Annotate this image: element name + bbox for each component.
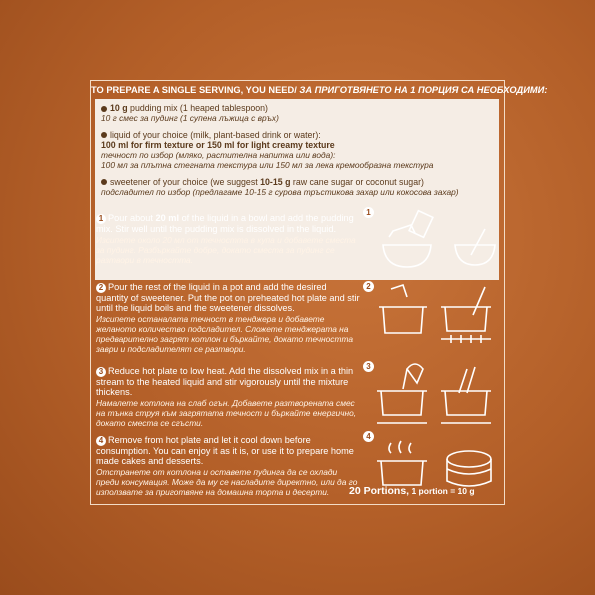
ingredient-pudding-mix: [101, 103, 493, 124]
step-1: [96, 213, 361, 265]
step-text: Remove from hot plate and let it cool down before consumption. You can enjoy it as it is, or use it to prepare home made cakes and desserts.: [96, 435, 354, 466]
bullet-icon: [101, 179, 107, 185]
bullet-icon: [101, 106, 107, 112]
step-text-bg: Отстранете от котлона и оставете пудинга да се охлади преди консумация. Може да му се насладите директно, или да го използвате за приготвяне на домашна торта и десерти.: [96, 467, 358, 498]
portions-info: [349, 485, 475, 497]
step-number: 2: [96, 283, 106, 293]
portion-size: 1 portion = 10 g: [409, 486, 475, 496]
ingredient-amount: 10-15 g: [260, 176, 291, 187]
bullet-icon: [101, 132, 107, 138]
step-text-bg: Намалете котлона на слаб огън. Добавете разтворената смес на тънка струя към загрятата течност и бъркайте енергично, докато сместа се сгъсти.: [96, 398, 357, 429]
step-text: of the liquid in a bowl and add the pudding mix. Stir well until the pudding mix is dissolved in the liquid.: [96, 213, 354, 234]
ingredient-amount: 100 ml for firm texture or 150 ml for light creamy texture: [101, 139, 335, 150]
step-text-bg: Изсипете около 20 мл от течността в купа и добавете сместа за пудинг. Разбъркайте добре, докато сместа за пудинг се разтвори в течността.: [96, 234, 356, 265]
ingredient-amount: 10 g: [110, 103, 128, 113]
step-text-bg: Изсипете останалата течност в тенджера и добавете желаното количество подсладител. Сложете тенджерата на предварително загрят котлон и бъркайте, докато течността заври и подсладителят се разтвори.: [96, 314, 354, 355]
bowl-and-packet-icon: [363, 207, 499, 275]
step-2: [96, 282, 361, 354]
header-bg: ЗА ПРИГОТВЯНЕТО НА 1 ПОРЦИЯ СА НЕОБХОДИМИ:: [296, 85, 548, 95]
pouring-into-pot-icon: [363, 361, 499, 429]
step-text: Reduce hot plate to low heat. Add the dissolved mix in a thin stream to the heated liquid and stir vigorously until the mixture thickens.: [96, 366, 354, 397]
ingredient-text: pudding mix (1 heaped tablespoon): [127, 103, 268, 113]
ingredient-text: raw cane sugar or coconut sugar): [290, 176, 424, 187]
ingredient-text: sweetener of your choice (we suggest: [110, 176, 261, 187]
pot-on-hotplate-icon: [363, 281, 499, 349]
step-number: 3: [96, 367, 106, 377]
step-3: [96, 366, 361, 428]
ingredient-text: liquid of your choice (milk, plant-based drink or water):: [110, 129, 321, 140]
illustration-step-2: [363, 281, 499, 349]
ingredient-liquid: [101, 130, 493, 171]
header-en: TO PREPARE A SINGLE SERVING, YOU NEED/: [91, 85, 297, 95]
step-number: 1: [96, 214, 106, 224]
portions-count: 20 Portions,: [349, 485, 410, 497]
illustration-step-1: [363, 207, 499, 275]
illustration-step-3: [363, 361, 499, 429]
ingredient-text-bg: 100 мл за плътна стегната текстура или 150 мл за лека кремообразна текстура: [101, 160, 434, 171]
ingredient-sweetener: [101, 177, 493, 198]
step-number: 4: [96, 436, 106, 446]
step-number: 3: [363, 361, 374, 372]
ingredient-text-bg: подсладител по избор (предлагаме 10-15 г суровa тръстикова захар или кокосова захар): [101, 187, 459, 198]
step-4: [96, 435, 361, 497]
step-text: Pour the rest of the liquid in a pot and add the desired quantity of sweetener. Put the pot on preheated hot plate and stir until the liquid boils and the sweetener dissolves.: [96, 282, 360, 313]
instructions-panel: [90, 80, 548, 505]
step-number: 1: [363, 207, 374, 218]
serving-header: [91, 85, 548, 95]
step-number: 2: [363, 281, 374, 292]
ingredient-text-bg: течност по избор (мляко, растителна напитка или вода):: [101, 150, 336, 161]
step-text: Pour about: [108, 213, 156, 223]
step-amount: 20 ml: [155, 213, 180, 223]
ingredient-text-bg: 10 г смес за пудинг (1 супена лъжица с връх): [101, 113, 279, 124]
step-number: 4: [363, 431, 374, 442]
